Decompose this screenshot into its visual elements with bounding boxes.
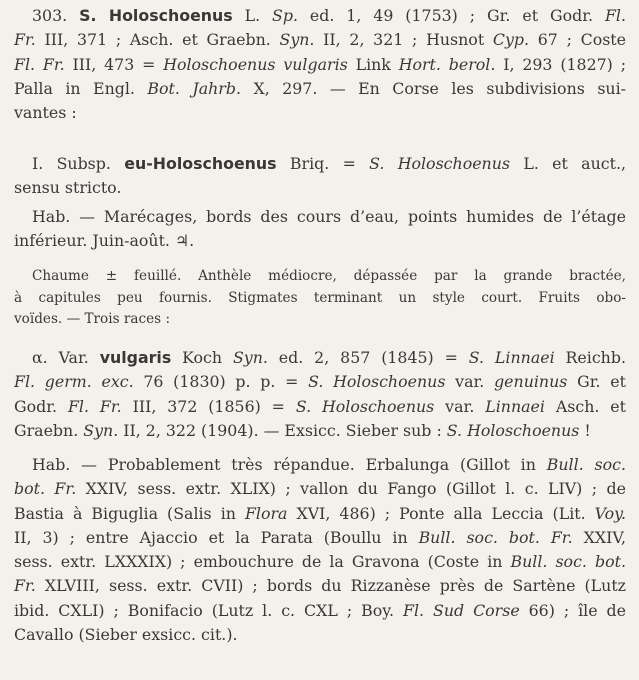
text-run: ed. 1, 49 (1753) ; Gr. et Godr. [298, 6, 605, 25]
text-run: inférieur. Juin-août. ♃. [14, 231, 195, 251]
italic-text: Fr. [14, 30, 36, 50]
italic-text: Fl. Fr. [14, 54, 65, 74]
text-run: Asch. et [544, 396, 626, 416]
text-line [14, 526, 626, 550]
text-run: I. Subsp. [32, 154, 125, 173]
italic-text: Fl. germ. exc. [14, 372, 134, 392]
text-line [14, 176, 626, 200]
italic-text: Linnaei [485, 396, 545, 416]
text-line [14, 205, 626, 229]
habitat-paragraph [14, 205, 626, 254]
text-line [14, 574, 626, 598]
text-line [14, 346, 626, 370]
text-run: 303. [32, 6, 80, 25]
text-run: L. et auct., [510, 154, 626, 173]
italic-text: Holoschoenus vulgaris [163, 54, 348, 74]
italic-text: S. Holoschoenus [308, 372, 446, 392]
italic-text: S. Holoschoenus [446, 420, 580, 440]
italic-text: genuinus [494, 372, 568, 392]
italic-text: Fl. [604, 6, 626, 25]
text-run: III, 473 = [64, 54, 164, 74]
text-line [14, 4, 626, 28]
italic-text: Fl. Fr. [67, 396, 122, 416]
text-line [14, 309, 626, 331]
text-line [14, 266, 626, 288]
italic-text: Bull. soc. bot. Fr. [418, 527, 573, 547]
text-line [14, 77, 626, 101]
text-run: XVI, 486) ; Ponte alla Leccia (Lit. [287, 503, 595, 523]
text-run: III, 372 (1856) = [121, 396, 296, 416]
text-run: sensu stricto. [14, 178, 122, 198]
italic-text: S. Holoschoenus [295, 396, 435, 416]
text-run: Godr. [14, 396, 68, 416]
text-run: sess. extr. LXXXIX) ; embouchure de la Gravona (Coste in [14, 552, 511, 572]
italic-text: Bull. soc. bot. [510, 552, 626, 572]
text-run: II, 2, 322 (1904). — Exsicc. Sieber sub : [118, 420, 447, 440]
italic-text: Bull. soc. [546, 455, 626, 474]
taxon-name: vulgaris [99, 348, 172, 367]
taxon-name: S. Holoschoenus [79, 6, 233, 25]
text-run: Hab. — Probablement très répandue. Erbalunga (Gillot in [32, 455, 547, 474]
text-run: ! [579, 420, 591, 440]
text-run: I, 293 (1827) ; [495, 54, 626, 74]
subsp-eu-holoschoenus [14, 152, 626, 201]
text-run: Cavallo (Sieber exsicc. cit.). [14, 625, 238, 645]
text-line [14, 288, 626, 310]
text-run: vantes : [14, 103, 77, 123]
text-line [14, 599, 626, 623]
description-paragraph [14, 266, 626, 331]
text-run: ed. 2, 857 (1845) = [267, 348, 469, 367]
text-run: var. [434, 396, 486, 416]
text-line [14, 28, 626, 52]
italic-text: Cyp. [492, 30, 530, 50]
var-habitat-paragraph [14, 453, 626, 647]
text-line [14, 229, 626, 253]
text-line [14, 623, 626, 647]
text-line [14, 502, 626, 526]
italic-text: Fl. Sud Corse [403, 600, 520, 620]
italic-text: S. Holoschoenus [369, 154, 511, 173]
text-line [14, 53, 626, 77]
text-run: ibid. CXLI) ; Bonifacio (Lutz l. c. CXL ; Boy. [14, 600, 404, 620]
text-run: Link [347, 54, 399, 74]
text-line [14, 419, 626, 443]
italic-text: Syn. [279, 30, 315, 50]
italic-text: bot. Fr. [14, 479, 77, 499]
text-run: III, 371 ; Asch. et Graebn. [35, 30, 280, 50]
text-line [14, 370, 626, 394]
text-run: II, 2, 321 ; Husnot [314, 30, 493, 50]
text-run: Briq. = [276, 154, 370, 173]
text-run: α. Var. [32, 348, 100, 367]
text-run: Bastia à Biguglia (Salis in [14, 503, 245, 523]
text-run: XXIV, sess. extr. XLIX) ; vallon du Fango (Gillot l. c. LIV) ; de [76, 479, 626, 499]
text-run: Gr. et [567, 372, 626, 392]
entry-303 [14, 4, 626, 125]
text-run: Koch [171, 348, 233, 367]
text-run: à capitules peu fournis. Stigmates terminant un style court. Fruits obo- [14, 289, 626, 306]
text-run: 67 ; Coste [529, 30, 626, 50]
italic-text: Syn. [232, 348, 268, 367]
italic-text: S. Linnaei [468, 348, 555, 367]
text-run: voïdes. — Trois races : [14, 311, 171, 327]
text-line [14, 453, 626, 477]
text-line [14, 101, 626, 125]
var-vulgaris-paragraph [14, 346, 626, 443]
text-run: 66) ; île de [519, 600, 626, 620]
text-line [14, 152, 626, 176]
text-line [14, 477, 626, 501]
italic-text: Hort. berol. [398, 54, 496, 74]
italic-text: Fr. [14, 576, 36, 596]
italic-text: Bot. Jahrb. [147, 78, 241, 98]
text-run: Palla in Engl. [14, 78, 148, 98]
text-run: Reichb. [554, 348, 626, 367]
text-run: XXIV, [572, 527, 626, 547]
italic-text: Flora [244, 503, 288, 523]
text-run: II, 3) ; entre Ajaccio et la Parata (Boullu in [14, 527, 419, 547]
text-run: 76 (1830) p. p. = [133, 372, 309, 392]
text-run: X, 297. — En Corse les subdivisions sui- [240, 78, 626, 98]
text-line [14, 550, 626, 574]
text-run: Graebn. [14, 420, 84, 440]
text-run: Chaume ± feuillé. Anthèle médiocre, dépassée par la grande bractée, [32, 268, 626, 284]
text-run: L. [232, 6, 273, 25]
italic-text: Syn. [83, 420, 119, 440]
taxon-name: eu-Holoschoenus [124, 154, 277, 173]
text-run: var. [445, 372, 495, 392]
text-run: Hab. — Marécages, bords des cours d’eau, points humides de l’étage [32, 207, 626, 226]
text-line [14, 395, 626, 419]
text-run: XLVIII, sess. extr. CVII) ; bords du Rizzanèse près de Sartène (Lutz [35, 576, 626, 596]
italic-text: Voy. [594, 503, 626, 523]
italic-text: Sp. [272, 6, 298, 25]
